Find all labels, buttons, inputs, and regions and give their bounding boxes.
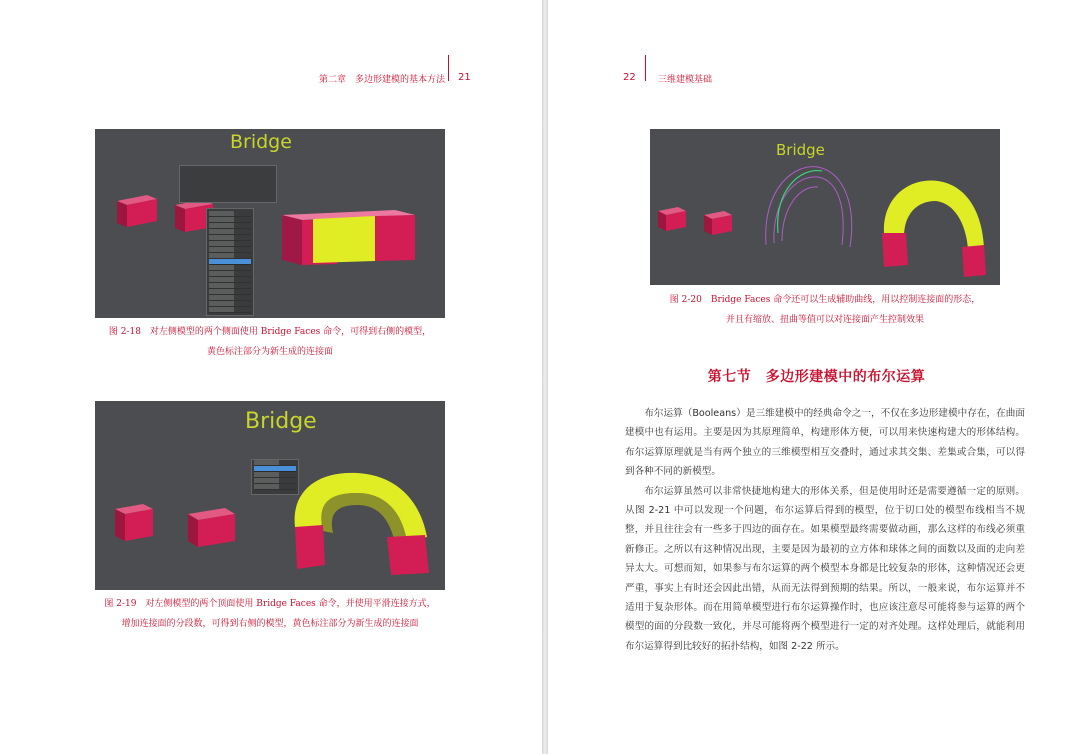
figure-2-18-scene xyxy=(95,129,445,318)
bar-end xyxy=(282,215,302,265)
paragraph: 布尔运算（Booleans）是三维建模中的经典命令之一，不仅在多边形建模中存在，在曲面建模中也有运用。主要是因为其原理简单，构建形体方便，可以用来快速构建大的形体结构。布尔运算原理就是当有两个独立的三维模型相互交叠时，通过求其交集、差集或合集，可以得到各种不同的新模型。 xyxy=(625,408,1025,478)
right-page xyxy=(548,0,1085,754)
caption-line: 图 2-20 Bridge Faces 命令还可以生成辅助曲线，用以控制连接面的形态， xyxy=(669,295,981,305)
caption-line: 并且有缩放、扭曲等值可以对连接面产生控制效果 xyxy=(725,315,924,325)
figure-2-20 xyxy=(650,129,1000,285)
arch-right-foot xyxy=(387,535,429,575)
header-rule xyxy=(645,55,646,81)
figure-2-19-title: Bridge xyxy=(245,409,317,434)
section-title: 第七节 多边形建模中的布尔运算 xyxy=(707,369,926,385)
settings-panel xyxy=(251,459,299,495)
bar-right-segment xyxy=(375,215,415,261)
left-page xyxy=(0,0,542,754)
figure-2-18-title: Bridge xyxy=(230,131,292,153)
header-rule xyxy=(448,55,449,81)
figure-2-18 xyxy=(95,129,445,318)
cube-side xyxy=(115,509,125,541)
guide-curve xyxy=(766,167,852,247)
book-header: 三维建模基础 xyxy=(658,75,713,85)
caption-line: 增加连接面的分段数，可得到右侧的模型，黄色标注部分为新生成的连接面 xyxy=(121,619,419,629)
figure-2-20-title: Bridge xyxy=(776,141,825,159)
bridge-faces xyxy=(313,216,375,263)
figure-2-20-caption xyxy=(650,290,1000,330)
cube-side xyxy=(117,201,127,227)
guide-curve xyxy=(782,187,818,241)
body-text xyxy=(625,404,1025,656)
caption-line: 图 2-19 对左侧模型的两个顶面使用 Bridge Faces 命令，并使用平滑连接方式， xyxy=(104,599,436,609)
figure-2-19-caption xyxy=(95,594,445,634)
arch-right-foot xyxy=(962,245,986,277)
tool-panel xyxy=(179,165,277,203)
figure-2-20-scene xyxy=(650,129,1000,285)
chapter-header: 第二章 多边形建模的基本方法 xyxy=(319,75,446,85)
figure-2-19 xyxy=(95,401,445,590)
paragraph: 布尔运算虽然可以非常快捷地构建大的形体关系，但是使用时还是需要遵循一定的原则。从图 2-21 中可以发现一个问题，布尔运算后得到的模型，位于切口处的模型布线相当不规整，并且往往会有一些多于四边的面存在。如果模型最终需要做动画，那么这样的布线必须重新修正。之所以有这种情况出现，主要是因为最初的立方体和球体之间的面数以及面的走向差异太大。可想而知，如果参与布尔运算的两个模型本身都是比较复杂的形体，这种情况还会更严重，事实上有时还会因此出错，从而无法得到预期的结果。所以，一般来说，布尔运算并不适用于复杂形体。而在用简单模型进行布尔运算操作时，也应该注意尽可能将参与运算的两个模型的面的分段数一致化，并尽可能将两个模型进行一定的对齐处理。这样处理后，就能利用布尔运算得到比较好的拓扑结构，如图 2-22 所示。 xyxy=(625,485,1025,652)
cube-front xyxy=(125,509,153,541)
page-number-left: 21 xyxy=(458,72,471,83)
cube-side xyxy=(175,205,185,232)
guide-curve xyxy=(774,177,843,245)
context-menu xyxy=(206,208,254,316)
arch-left-foot xyxy=(295,525,325,569)
arch-left-foot xyxy=(882,233,908,267)
figure-2-18-caption xyxy=(95,322,445,362)
caption-line: 图 2-18 对左侧模型的两个侧面使用 Bridge Faces 命令，可得到右侧的模型， xyxy=(108,327,432,337)
caption-line: 黄色标注部分为新生成的连接面 xyxy=(206,347,333,357)
page-number-right: 22 xyxy=(623,72,636,83)
